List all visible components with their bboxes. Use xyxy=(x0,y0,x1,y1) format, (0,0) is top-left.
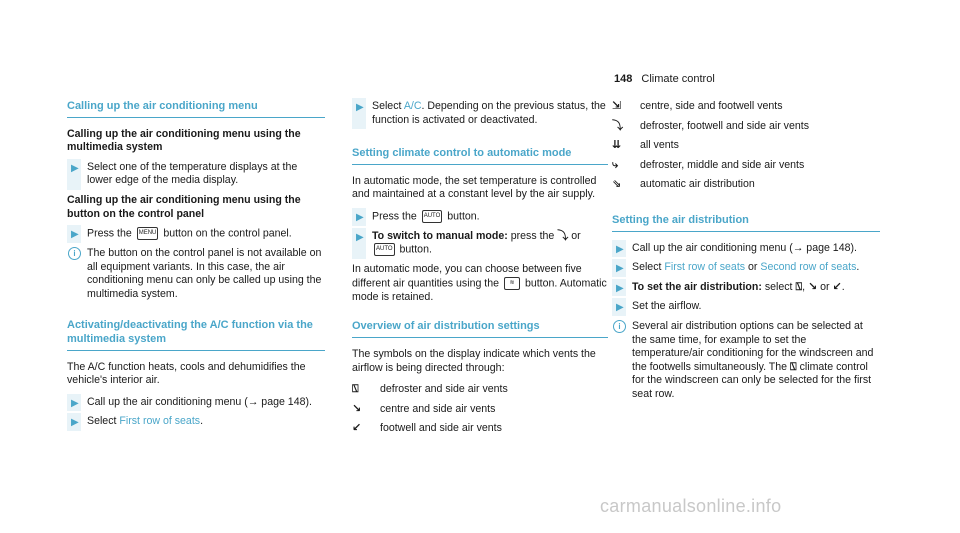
defroster-side-icon: ⍂ xyxy=(790,360,797,373)
section-title-ac: Activating/deactivating the A/C function via the multimedia system xyxy=(67,319,325,350)
section-title-overview: Overview of air distribution settings xyxy=(352,320,608,338)
info-note: i The button on the control panel is not available on all equipment variants. In this case, the air conditioning menu can only be called up using the multimedia system. xyxy=(67,247,325,301)
column-middle: ▶ Select A/C. Depending on the previous status, the function is activated or deactivated. Setting climate control to automatic mode In automatic mode, the set temperature is controlled and maintained at a constant level by the air supply. ▶ Press the AUTO button. ▶ To switch to manual mode: press the ⤵ or AUTO button. In automatic mode, you can choose between five different air quantities using the ≋ button. Automatic mode is retained. Overview of air distribution settings The symbols on the display indicate which vents the airflow is being directed through: ⍂ defroster and side air vents ↘ centre and side air vents ↙ footwell and side air vents xyxy=(352,100,607,435)
arrow-icon: ▶ xyxy=(71,229,79,241)
info-icon: i xyxy=(68,247,81,260)
step-item: ▶ Set the airflow. xyxy=(612,300,880,314)
arrow-icon: ▶ xyxy=(616,263,624,275)
step-item: ▶ Press the MENU button on the control panel. xyxy=(67,227,325,241)
arrow-icon: ▶ xyxy=(71,162,79,174)
centre-side-icon: ↘ xyxy=(807,280,818,293)
first-row-link[interactable]: First row of seats xyxy=(664,261,746,274)
section-name: Climate control xyxy=(641,73,715,85)
step-item: ▶ Select one of the temperature displays at the lower edge of the media display. xyxy=(67,161,325,188)
symbol-row: ⍂ defroster and side air vents xyxy=(352,383,508,396)
step-item: ▶ Select A/C. Depending on the previous status, the function is activated or deactivated. xyxy=(352,100,608,127)
first-row-link[interactable]: First row of seats xyxy=(119,415,201,428)
defroster-middle-icon: ⤷ xyxy=(612,158,619,171)
arrow-icon: ▶ xyxy=(356,211,364,223)
footwell-side-icon: ↙ xyxy=(832,280,842,293)
defroster-side-icon: ⍂ xyxy=(352,383,359,396)
page-number: 148 xyxy=(614,73,633,85)
symbol-row: ⤷ defroster, middle and side air vents xyxy=(612,158,805,171)
step-item: ▶ Press the AUTO button. xyxy=(352,210,608,224)
symbol-row: ⇘ automatic air distribution xyxy=(612,178,755,191)
subtitle-control-panel: Calling up the air conditioning menu using the button on the control panel xyxy=(67,193,301,220)
arrow-icon: ▶ xyxy=(616,302,624,314)
auto-distribution-icon: ⇘ xyxy=(612,178,622,191)
info-icon: i xyxy=(613,320,626,333)
page-header xyxy=(614,73,715,85)
symbol-row: ⇲ centre, side and footwell vents xyxy=(612,100,783,112)
second-row-link[interactable]: Second row of seats xyxy=(760,261,857,274)
paragraph: The A/C function heats, cools and dehumidifies the vehicle's interior air. xyxy=(67,360,306,387)
centre-side-icon: ↘ xyxy=(352,402,362,415)
defroster-side-icon: ⍂ xyxy=(795,280,803,293)
step-item: ▶ Call up the air conditioning menu (→ page 148). xyxy=(67,396,325,410)
centre-side-footwell-icon: ⇲ xyxy=(612,100,622,112)
symbol-row: ↙ footwell and side air vents xyxy=(352,422,502,435)
paragraph: In automatic mode, the set temperature is controlled and maintained at a constant level by the air supply. xyxy=(352,174,597,201)
arrow-icon: ▶ xyxy=(71,417,79,429)
all-vents-icon: ⇊ xyxy=(612,139,622,152)
arrow-icon: ▶ xyxy=(71,397,79,409)
fan-button-icon: ≋ xyxy=(504,277,520,290)
paragraph: The symbols on the display indicate which vents the airflow is being directed through: xyxy=(352,348,596,374)
auto-button-icon: AUTO xyxy=(374,243,395,256)
subtitle-multimedia: Calling up the air conditioning menu using the multimedia system xyxy=(67,127,301,154)
ac-link[interactable]: A/C xyxy=(403,100,422,112)
auto-button-icon: AUTO xyxy=(422,210,443,223)
section-title-setting: Setting the air distribution xyxy=(612,214,880,232)
arrow-icon: ▶ xyxy=(616,243,624,255)
symbol-row: ⤵ defroster, footwell and side air vents xyxy=(612,119,810,132)
step-item: ▶ Select First row of seats. xyxy=(67,415,325,429)
footwell-side-icon: ↙ xyxy=(352,422,362,435)
symbol-row: ↘ centre and side air vents xyxy=(352,402,496,415)
step-item: ▶ To switch to manual mode: press the ⤵ or AUTO button. xyxy=(352,230,608,257)
watermark: carmanualsonline.info xyxy=(600,496,782,516)
section-title-calling-up: Calling up the air conditioning menu xyxy=(67,100,325,118)
air-distribution-icon: ⤵ xyxy=(557,229,569,242)
arrow-icon: ▶ xyxy=(616,282,624,294)
column-left xyxy=(67,100,325,435)
info-note: i Several air distribution options can be selected at the same time, for example to set the temperature/air conditioning for the windscreen and the footwells simultaneously. The ⍂ climate control for the windscreen can only be selected for the first seat row. xyxy=(612,320,880,402)
column-right xyxy=(612,100,880,410)
step-item: ▶ To set the air distribution: select ⍂, ↘ or ↙. xyxy=(612,281,880,295)
defroster-footwell-icon: ⤵ xyxy=(612,119,623,132)
arrow-icon: ▶ xyxy=(356,102,364,113)
step-item: ▶ Call up the air conditioning menu (→ page 148). xyxy=(612,242,880,256)
arrow-icon: ▶ xyxy=(356,231,364,243)
symbol-row: ⇊ all vents xyxy=(612,139,679,152)
menu-button-icon: MENU xyxy=(137,227,159,240)
step-item: ▶ Select First row of seats or Second row of seats. xyxy=(612,261,880,275)
section-title-auto: Setting climate control to automatic mode xyxy=(352,147,608,165)
